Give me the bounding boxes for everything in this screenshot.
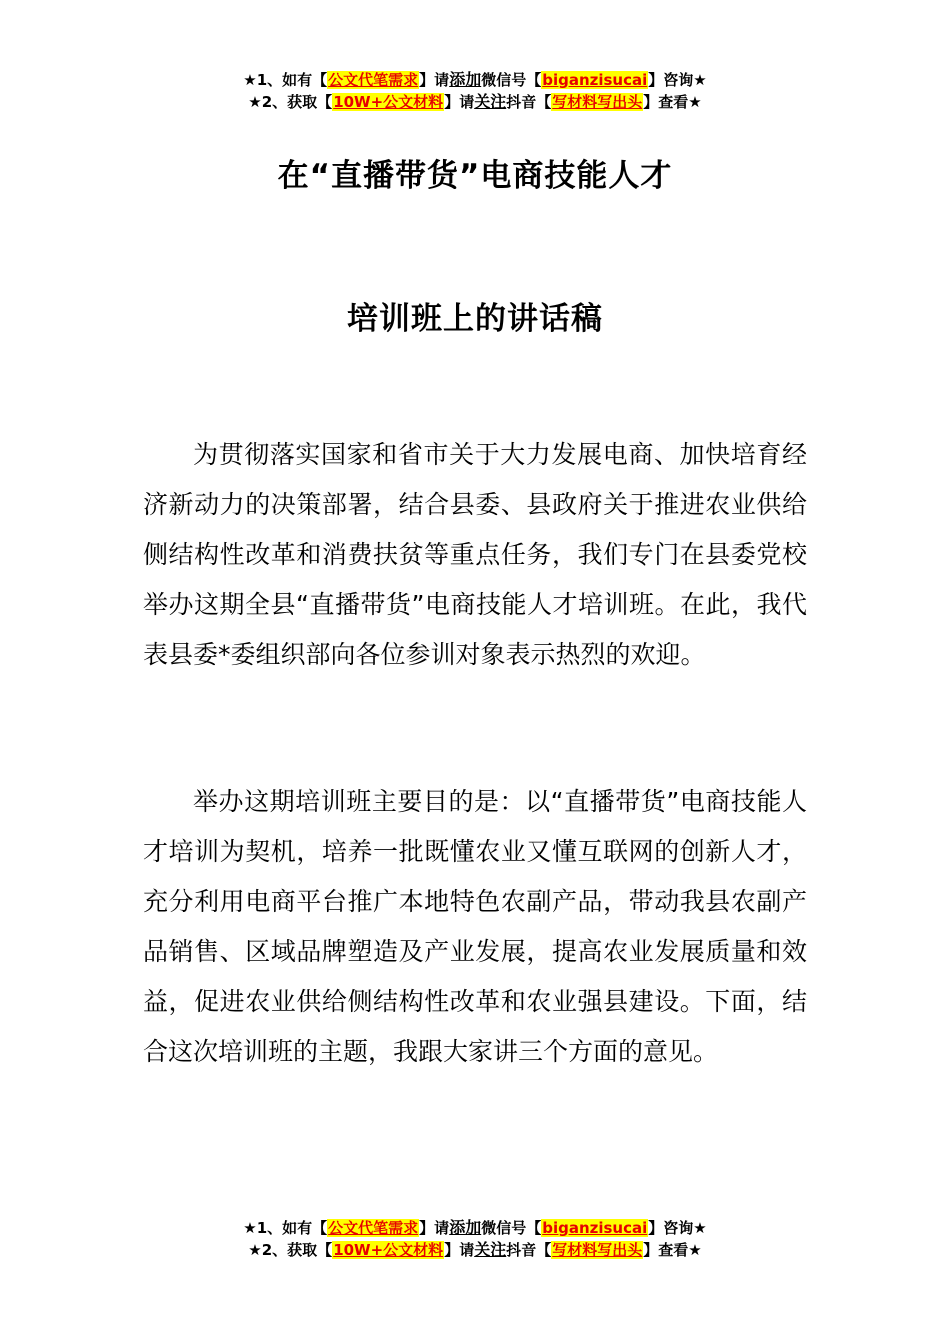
promo-text: 抖音【 (506, 1241, 552, 1259)
promo-highlight: 公文代笔需求 (328, 71, 419, 89)
promo-text: 】咨询★ (648, 71, 707, 89)
promo-highlight: 公文代笔需求 (328, 1219, 419, 1237)
promo-line-1 (0, 69, 950, 91)
promo-text: ★1、如有【 (243, 1219, 328, 1237)
promo-text: 】查看★ (643, 93, 702, 111)
promo-text: 】查看★ (643, 1241, 702, 1259)
promo-douyin-id: 写材料写出头 (552, 93, 643, 111)
promo-text: 】请 (444, 93, 475, 111)
promo-line-1 (0, 1217, 950, 1239)
promo-text: 微信号【 (481, 1219, 542, 1237)
promo-text: 抖音【 (506, 93, 552, 111)
document-title-line-2: 培训班上的讲话稿 (347, 301, 603, 337)
promo-text: 】咨询★ (648, 1219, 707, 1237)
body-paragraph-1: 为贯彻落实国家和省市关于大力发展电商、加快培育经济新动力的决策部署，结合县委、县政府关于推进农业供给侧结构性改革和消费扶贫等重点任务，我们专门在县委党校举办这期全县“直播带货”电商技能人才培训班。在此，我代表县委*委组织部向各位参训对象表示热烈的欢迎。 (143, 440, 807, 669)
promo-emphasis: 添加 (449, 1218, 482, 1237)
promo-text: ★2、获取【 (248, 93, 333, 111)
promo-line-2 (0, 1239, 950, 1261)
promo-text: 微信号【 (481, 71, 542, 89)
promo-douyin-id: 写材料写出头 (552, 1241, 643, 1259)
body-paragraph-2: 举办这期培训班主要目的是：以“直播带货”电商技能人才培训为契机，培养一批既懂农业又懂互联网的创新人才，充分利用电商平台推广本地特色农副产品，带动我县农副产品销售、区域品牌塑造及产业发展，提高农业发展质量和效益，促进农业供给侧结构性改革和农业强县建设。下面，结合这次培训班的主题，我跟大家讲三个方面的意见。 (143, 787, 807, 1066)
promo-text: 】请 (419, 1219, 450, 1237)
promo-wechat-id: biganzisucai (542, 1219, 648, 1237)
promo-text: ★1、如有【 (243, 71, 328, 89)
promo-emphasis: 添加 (449, 70, 482, 89)
promo-emphasis: 关注 (474, 1240, 507, 1259)
document-title-line-1: 在“直播带货”电商技能人才 (277, 158, 673, 194)
promo-emphasis: 关注 (474, 92, 507, 111)
promo-wechat-id: biganzisucai (542, 71, 648, 89)
promo-text: 】请 (444, 1241, 475, 1259)
promo-highlight: 10W+公文材料 (333, 93, 444, 111)
promo-text: 】请 (419, 71, 450, 89)
promo-highlight: 10W+公文材料 (333, 1241, 444, 1259)
promo-line-2 (0, 91, 950, 113)
promo-text: ★2、获取【 (248, 1241, 333, 1259)
promo-header (0, 69, 950, 113)
promo-footer (0, 1217, 950, 1261)
